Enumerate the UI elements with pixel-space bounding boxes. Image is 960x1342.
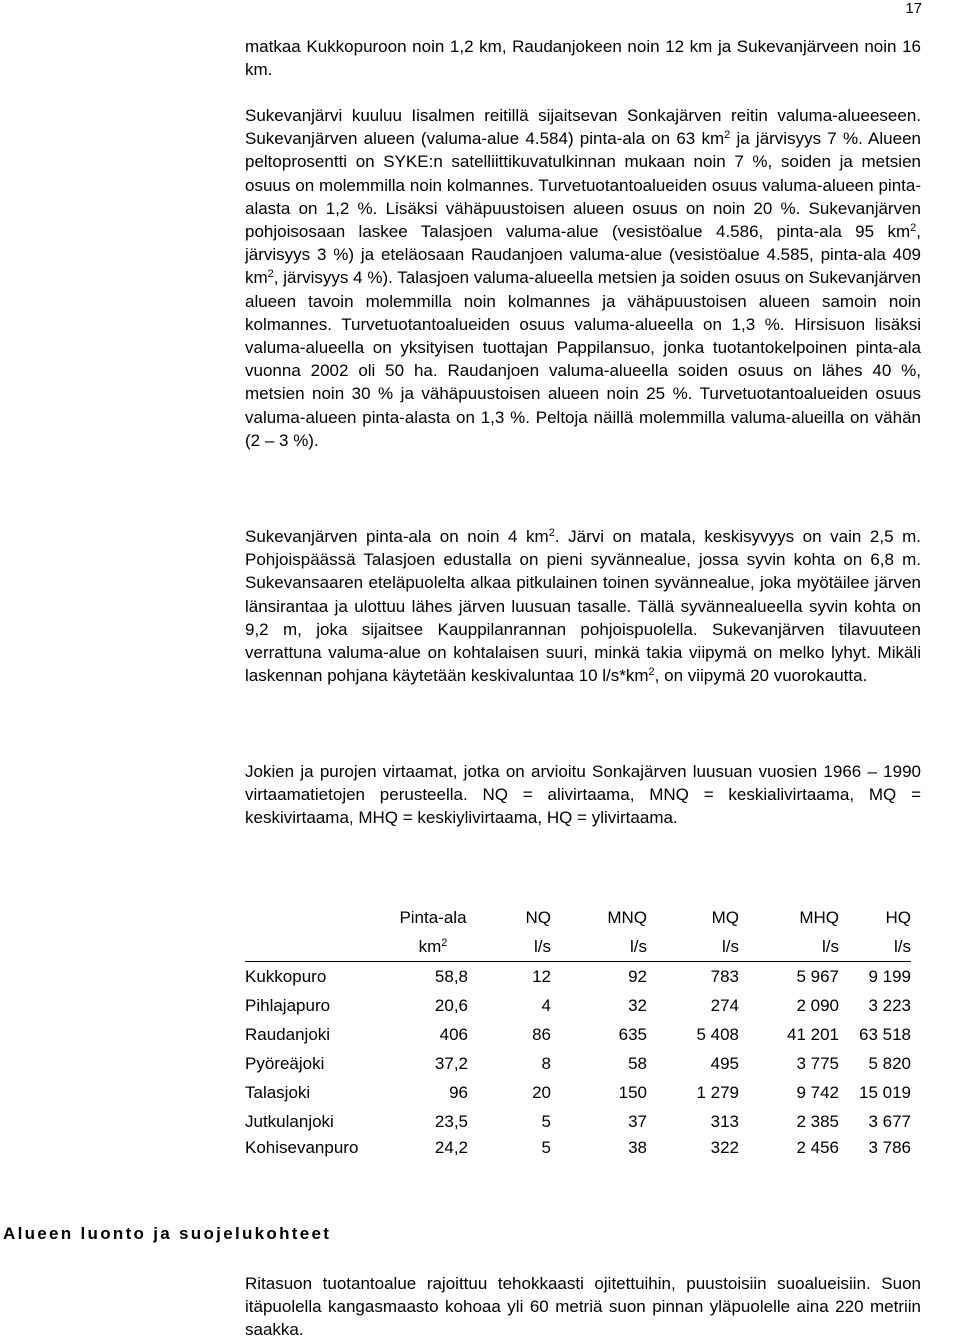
table-cell: 1 279	[696, 1082, 739, 1102]
table-header-cell: MQ	[711, 907, 739, 927]
table-unit-cell	[398, 932, 468, 962]
paragraph-nature: Ritasuon tuotantoalue rajoittuu tehokkaasti ojitettuihin, puustoisiin suoalueisiin. Suon itäpuolella kangasmaasto kohoaa yli 60 metriä suon pinnan yläpuolelle aina 220 metriin saakka.	[245, 1274, 921, 1340]
table-cell: 322	[710, 1137, 739, 1157]
table-row-name: Kukkopuro	[245, 966, 327, 986]
table-cell: 8	[541, 1053, 551, 1073]
table-header-cell: HQ	[885, 907, 911, 927]
table-header-cell: MHQ	[799, 907, 839, 927]
table-row	[245, 1020, 911, 1049]
table-row	[245, 991, 911, 1020]
table-cell: 63 518	[859, 1024, 911, 1044]
table-cell: 9 742	[796, 1082, 839, 1102]
table-cell: 5	[541, 1111, 551, 1131]
table-cell: 2 090	[796, 995, 839, 1015]
table-cell: 495	[710, 1053, 739, 1073]
table-row	[245, 1078, 911, 1107]
table-cell: 3 677	[868, 1111, 911, 1131]
table-cell: 23,5	[434, 1111, 468, 1131]
table-cell: 20	[532, 1082, 551, 1102]
table-cell: 2 385	[796, 1111, 839, 1131]
paragraph-lake-description: Sukevanjärven pinta-ala on noin 4 $km^2$. Järvi on matala, keskisyvyys on vain 2,5 m. Pohjoispäässä Talasjoen edustalla on pieni syvännealue, jossa syvin kohta on 6,8 m. Sukevansaaren eteläpuolelta alkaa pitkulainen toinen syvännealue, joka myötäilee järven länsirantaa ja ulottuu lähes järven luusuan tasalle. Tällä syvännealueella syvin kohta on 9,2 m, joka sijaitsee Kauppilanrannan pohjoispuolella. Sukevanjärven tilavuuteen verrattuna valuma-alue on kohtalaisen suuri, minkä takia viipymä on melko lyhyt. Mikäli laskennan pohjana käytetään keskivaluntaa 10 $l/s*km^2$, on viipymä 20 vuorokautta.	[245, 527, 921, 686]
table-cell: 37,2	[434, 1053, 468, 1073]
table-row-name: Pihlajapuro	[245, 995, 331, 1015]
table-row	[245, 962, 911, 992]
table-cell: 37	[628, 1111, 647, 1131]
table-cell: 24,2	[434, 1137, 468, 1157]
table-cell: 5 967	[796, 966, 839, 986]
table-cell: 15 019	[859, 1082, 911, 1102]
table-row-name: Talasjoki	[245, 1082, 311, 1102]
table-unit-cell: l/s	[468, 932, 551, 962]
table-header-cell: Pinta-ala	[399, 907, 467, 927]
table-cell: 313	[710, 1111, 739, 1131]
table-unit-cell: l/s	[551, 932, 647, 962]
table-header-cell: MNQ	[607, 907, 647, 927]
table-header-cell: NQ	[525, 907, 551, 927]
table-cell: 4	[541, 995, 551, 1015]
table-cell: 41 201	[787, 1024, 839, 1044]
page-number: 17	[905, 0, 922, 17]
table-cell: 9 199	[868, 966, 911, 986]
table-header-empty	[245, 903, 398, 932]
section-heading: Alueen luonto ja suojelukohteet	[3, 1224, 332, 1243]
table-unit-area-superscript: 2	[441, 936, 448, 949]
table-cell: 2 456	[796, 1137, 839, 1157]
table-cell: 92	[628, 966, 647, 986]
table-row	[245, 1049, 911, 1078]
table-unit-cell: l/s	[647, 932, 739, 962]
table-cell: 38	[628, 1137, 647, 1157]
table-unit-cell: l/s	[739, 932, 839, 962]
table-cell: 635	[618, 1024, 647, 1044]
paragraph-distances: matkaa Kukkopuroon noin 1,2 km, Raudanjokeen noin 12 km ja Sukevanjärveen noin 16 km.	[245, 37, 921, 80]
table-cell: 406	[439, 1024, 468, 1044]
table-units-empty	[245, 932, 398, 962]
table-row-name: Kohisevanpuro	[245, 1137, 359, 1157]
table-cell: 3 786	[868, 1137, 911, 1157]
table-cell: 86	[532, 1024, 551, 1044]
table-cell: 5 820	[868, 1053, 911, 1073]
flow-table	[245, 903, 911, 1159]
table-row-name: Jutkulanjoki	[245, 1111, 334, 1131]
table-cell: 96	[449, 1082, 468, 1102]
table-cell: 5 408	[696, 1024, 739, 1044]
table-row	[245, 1107, 911, 1136]
table-row-name: Pyöreäjoki	[245, 1053, 325, 1073]
table-cell: 783	[710, 966, 739, 986]
table-cell: 5	[541, 1137, 551, 1157]
table-units-row	[245, 932, 911, 962]
table-unit-cell: l/s	[839, 932, 911, 962]
table-cell: 150	[618, 1082, 647, 1102]
table-cell: 32	[628, 995, 647, 1015]
table-cell: 58	[628, 1053, 647, 1073]
table-cell: 3 775	[796, 1053, 839, 1073]
paragraph-catchment-description: Sukevanjärvi kuuluu Iisalmen reitillä sijaitsevan Sonkajärven reitin valuma-alueeseen. Sukevanjärven alueen (valuma-alue 4.584) pinta-ala on 63 $km^2$ ja järvisyys 7 %. Alueen peltoprosentti on SYKE:n satelliittikuvatulkinnan mukaan noin 7 %, soiden ja metsien osuus on molemmilla noin kolmannes. Turvetuotantoalueiden osuus valuma-alueen pinta-alasta on 1,2 %. Lisäksi vähäpuustoisen alueen osuus on noin 20 %. Sukevanjärven pohjoisosaan laskee Talasjoen valuma-alue (vesistöalue 4.586, pinta-ala 95 $km^2$, järvisyys 3 %) ja eteläosaan Raudanjoen valuma-alue (vesistöalue 4.585, pinta-ala 409 $km^2$, järvisyys 4 %). Talasjoen valuma-alueella metsien ja soiden osuus on Sukevanjärven alueen tavoin molemmilla noin kolmannes ja vähäpuustoisen alueen samoin noin kolmannes. Turvetuotantoalueiden osuus valuma-alueella on 1,3 %. Hirsisuon lisäksi valuma-alueella on yksityisen tuottajan Pappilansuo, jonka tuotantokelpoinen pinta-ala vuonna 2002 oli 50 ha. Raudanjoen valuma-alueella soiden osuus on lähes 40 %, metsien noin 30 % ja vähäpuustoisen alueen noin 25 %. Turvetuotantoalueiden osuus valuma-alueen pinta-alasta on 1,3 %. Peltoja näillä molemmilla valuma-alueilla on vähän (2 – 3 %).	[245, 106, 921, 450]
table-row-name: Raudanjoki	[245, 1024, 331, 1044]
table-cell: 12	[532, 966, 551, 986]
table-row	[245, 1136, 911, 1159]
table-cell: 58,8	[434, 966, 468, 986]
table-cell: 274	[710, 995, 739, 1015]
paragraph-flow-explanation: Jokien ja purojen virtaamat, jotka on arvioitu Sonkajärven luusuan vuosien 1966 – 1990 virtaamatietojen perusteella. NQ = alivirtaama, MNQ = keskialivirtaama, MQ = keskivirtaama, MHQ = keskiylivirtaama, HQ = ylivirtaama.	[245, 762, 921, 828]
table-cell: 20,6	[434, 995, 468, 1015]
table-body	[245, 962, 911, 1160]
table-unit-area: km	[418, 936, 442, 956]
table-header-row	[245, 903, 911, 932]
table-cell: 3 223	[868, 995, 911, 1015]
